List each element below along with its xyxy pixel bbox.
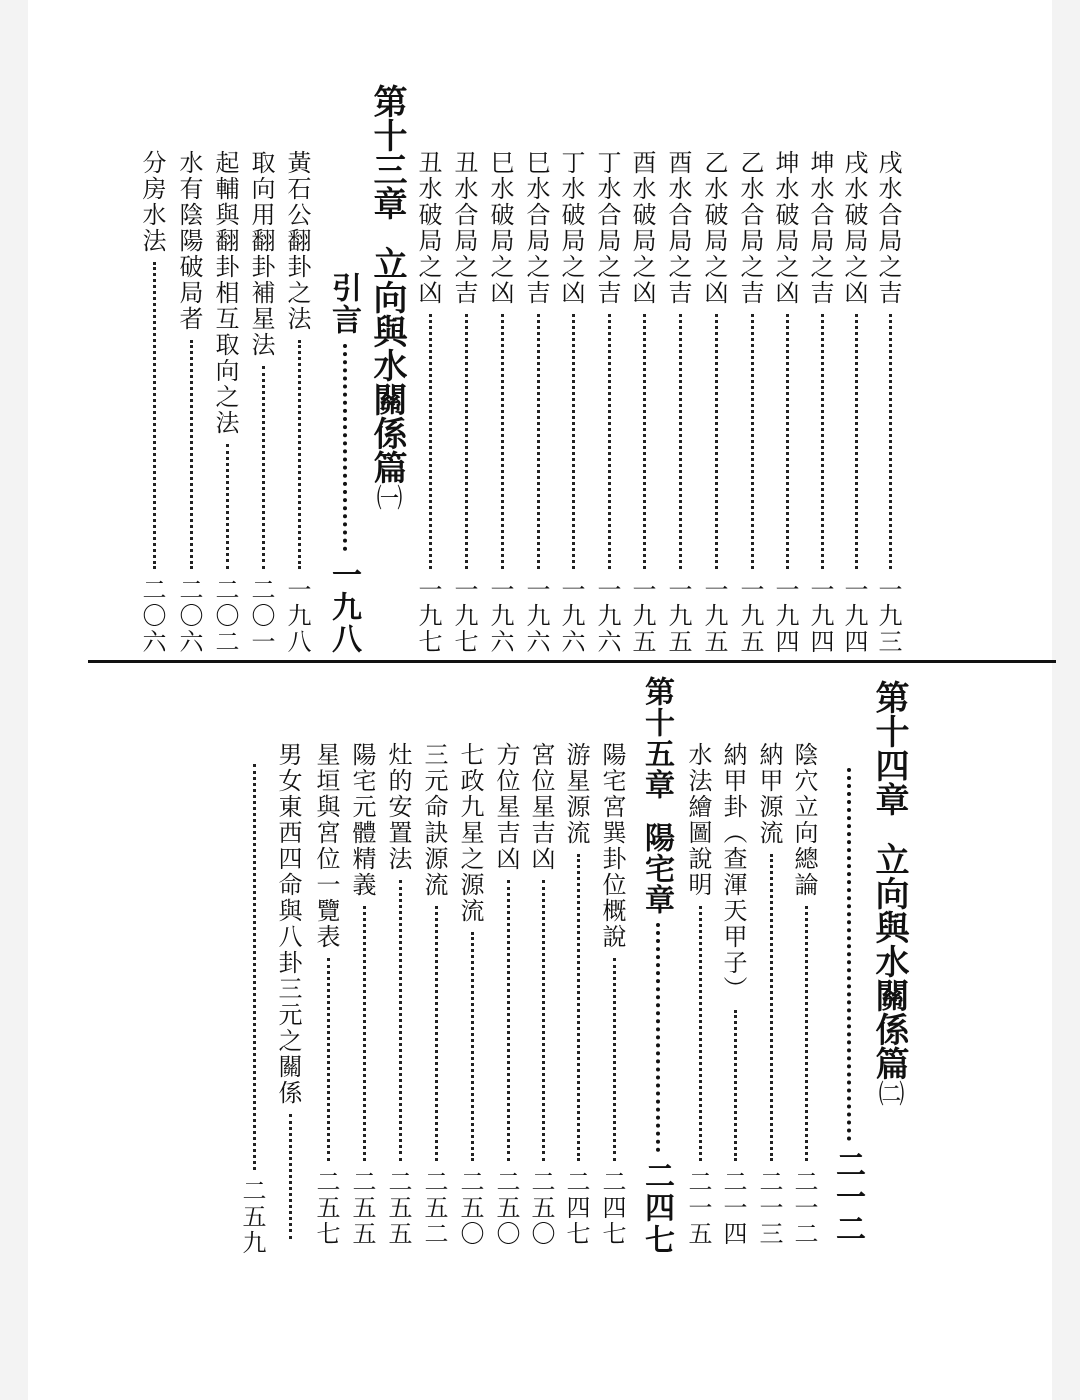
leader-dots <box>766 854 773 1161</box>
toc-entry-intro <box>326 272 361 655</box>
toc-entry <box>738 150 762 655</box>
toc-entry-label: 乙水破局之凶 <box>700 150 728 306</box>
chapter-number: 第十三章 <box>367 84 407 220</box>
leader-dots <box>851 314 858 569</box>
toc-entry-page: 一九八 <box>283 577 311 655</box>
leader-dots <box>359 906 366 1161</box>
toc-entry <box>564 742 588 1247</box>
leader-dots <box>652 923 660 1152</box>
toc-entry-page: 一九六 <box>557 577 585 655</box>
toc-entry-page: 二四七 <box>598 1169 626 1247</box>
chapter-title: 立向與水關係篇 <box>869 842 909 1080</box>
leader-dots <box>186 340 193 569</box>
toc-entry-label: 分房水法 <box>138 150 166 254</box>
leader-dots <box>538 880 545 1161</box>
leader-dots <box>395 880 402 1161</box>
toc-entry-page: 二五五 <box>384 1169 412 1247</box>
toc-entry <box>842 150 866 655</box>
toc-entry-page: 一九八 <box>326 559 361 655</box>
toc-entry <box>630 150 654 655</box>
toc-entry-label: 納甲源流 <box>755 742 783 846</box>
toc-entry <box>666 150 690 655</box>
toc-entry <box>529 742 553 1247</box>
toc-entry-page: 二〇一 <box>247 577 275 655</box>
chapter-14-heading <box>869 680 909 1106</box>
toc-entry-label: 酉水合局之吉 <box>664 150 692 306</box>
toc-entry-page: 二五〇 <box>456 1169 484 1247</box>
leader-dots <box>425 314 432 569</box>
toc-entry-page: 二〇二 <box>211 577 239 655</box>
toc-entry-page: 二一二 <box>830 1149 865 1245</box>
toc-entry <box>686 742 710 1247</box>
leader-dots <box>149 262 156 569</box>
chapter-title: 立向與水關係篇 <box>367 246 407 484</box>
toc-entry-label: 起輔與翻卦相互取向之法 <box>211 150 239 436</box>
toc-entry-label: 宮位星吉凶 <box>527 742 555 872</box>
leader-dots <box>222 444 229 569</box>
toc-entry-page: 一九七 <box>414 577 442 655</box>
toc-entry-page: 一九四 <box>840 577 868 655</box>
toc-entry-page: 一九六 <box>593 577 621 655</box>
toc-entry-page: 一九五 <box>736 577 764 655</box>
toc-entry <box>600 742 624 1247</box>
leader-dots <box>503 880 510 1161</box>
toc-entry-page: 二一二 <box>790 1169 818 1247</box>
toc-entry-page: 二一五 <box>684 1169 712 1247</box>
toc-entry-label: 男女東西四命與八卦三元之關係 <box>274 742 302 1106</box>
chapter-14-page-entry <box>830 760 865 1245</box>
toc-entry-page: 二五〇 <box>527 1169 555 1247</box>
toc-entry-page: 二一三 <box>755 1169 783 1247</box>
leader-dots <box>747 314 754 569</box>
toc-entry-page: 二〇六 <box>138 577 166 655</box>
toc-entry-page: 一九六 <box>486 577 514 655</box>
leader-dots <box>573 854 580 1161</box>
toc-entry-label: 方位星吉凶 <box>492 742 520 872</box>
leader-dots <box>533 314 540 569</box>
leader-dots <box>817 314 824 569</box>
toc-entry-page: 二五〇 <box>492 1169 520 1247</box>
toc-entry-page: 一九三 <box>874 577 902 655</box>
chapter-title: 陽宅章 <box>639 822 674 915</box>
toc-entry-page: 二四七 <box>562 1169 590 1247</box>
leader-dots <box>604 314 611 569</box>
leader-dots <box>730 1010 737 1161</box>
toc-entry-label: 陽宅宮巽卦位概說 <box>598 742 626 950</box>
toc-entry-page: 二五七 <box>312 1169 340 1247</box>
toc-entry-label: 陰穴立向總論 <box>790 742 818 898</box>
toc-entry-wrapped <box>276 742 300 1247</box>
toc-entry-page: 二五五 <box>348 1169 376 1247</box>
toc-entry-label: 丁水破局之凶 <box>557 150 585 306</box>
toc-entry-label: 陽宅元體精義 <box>348 742 376 898</box>
chapter-number: 第十四章 <box>869 680 909 816</box>
toc-entry-page: 一九五 <box>628 577 656 655</box>
toc-entry-page: 二〇六 <box>175 577 203 655</box>
leader-dots <box>843 768 851 1141</box>
toc-entry-label: 三元命訣源流 <box>420 742 448 898</box>
toc-entry-page: 一九五 <box>664 577 692 655</box>
leader-dots <box>568 314 575 569</box>
toc-entry <box>285 150 309 655</box>
toc-entry-label: 七政九星之源流 <box>456 742 484 924</box>
toc-entry <box>416 150 440 655</box>
toc-entry-label: 丑水合局之吉 <box>450 150 478 306</box>
toc-entry <box>140 150 164 655</box>
toc-entry-page: 一九七 <box>450 577 478 655</box>
toc-entry <box>559 150 583 655</box>
toc-entry-label: 坤水合局之吉 <box>806 150 834 306</box>
toc-entry <box>458 742 482 1247</box>
toc-entry-label: 乙水合局之吉 <box>736 150 764 306</box>
toc-entry-label: 巳水破局之凶 <box>486 150 514 306</box>
leader-dots <box>285 1114 292 1239</box>
leader-dots <box>885 314 892 569</box>
toc-entry <box>757 742 781 1247</box>
toc-entry <box>314 742 338 1247</box>
chapter-15-heading <box>639 676 674 1256</box>
leader-dots <box>782 314 789 569</box>
toc-entry-label: 坤水破局之凶 <box>771 150 799 306</box>
chapter-part: ㈡ <box>874 1080 904 1106</box>
leader-dots <box>461 314 468 569</box>
toc-entry <box>595 150 619 655</box>
toc-entry <box>792 742 816 1247</box>
toc-entry <box>177 150 201 655</box>
toc-entry <box>773 150 797 655</box>
toc-entry-label: 水有陰陽破局者 <box>175 150 203 332</box>
toc-entry-wrapped-page <box>240 756 264 1256</box>
toc-entry <box>422 742 446 1247</box>
toc-entry <box>213 150 237 655</box>
chapter-13-heading <box>367 84 407 510</box>
chapter-part: ㈠ <box>372 484 402 510</box>
toc-entry <box>452 150 476 655</box>
toc-entry-label: 引言 <box>326 272 361 336</box>
toc-entry-page: 一九四 <box>806 577 834 655</box>
toc-entry <box>488 150 512 655</box>
toc-entry <box>721 742 745 1247</box>
toc-entry-label: 灶的安置法 <box>384 742 412 872</box>
toc-entry <box>702 150 726 655</box>
toc-entry-label: 酉水破局之凶 <box>628 150 656 306</box>
toc-entry <box>386 742 410 1247</box>
leader-dots <box>675 314 682 569</box>
toc-entry-label: 巳水合局之吉 <box>522 150 550 306</box>
leader-dots <box>323 958 330 1161</box>
toc-entry <box>524 150 548 655</box>
leader-dots <box>695 906 702 1161</box>
chapter-number: 第十五章 <box>639 676 674 800</box>
leader-dots <box>467 932 474 1161</box>
toc-entry-page: 二五九 <box>238 1178 266 1256</box>
toc-entry <box>876 150 900 655</box>
toc-entry-label: 取向用翻卦補星法 <box>247 150 275 358</box>
toc-entry <box>249 150 273 655</box>
leader-dots <box>431 906 438 1161</box>
toc-entry-page: 一九六 <box>522 577 550 655</box>
toc-entry-page: 二四七 <box>639 1160 674 1256</box>
toc-entry-label: 黃石公翻卦之法 <box>283 150 311 332</box>
toc-entry-label: 戌水合局之吉 <box>874 150 902 306</box>
toc-entry-label: 星垣與宮位一覽表 <box>312 742 340 950</box>
section-divider <box>88 660 1056 663</box>
leader-dots <box>801 906 808 1161</box>
toc-entry-page: 二一四 <box>719 1169 747 1247</box>
toc-entry-label: 丑水破局之凶 <box>414 150 442 306</box>
toc-entry-label: 水法繪圖說明 <box>684 742 712 898</box>
leader-dots <box>497 314 504 569</box>
toc-entry-label: 游星源流 <box>562 742 590 846</box>
toc-entry-page: 二五二 <box>420 1169 448 1247</box>
toc-entry <box>808 150 832 655</box>
leader-dots <box>258 366 265 569</box>
leader-dots <box>339 344 347 551</box>
toc-entry-label: 納甲卦（查渾天甲子） <box>719 742 747 1002</box>
leader-dots <box>609 958 616 1161</box>
toc-entry-label: 戌水破局之凶 <box>840 150 868 306</box>
leader-dots <box>294 340 301 569</box>
leader-dots <box>249 764 256 1170</box>
toc-entry-label: 丁水合局之吉 <box>593 150 621 306</box>
toc-entry <box>350 742 374 1247</box>
leader-dots <box>639 314 646 569</box>
toc-entry-page: 一九五 <box>700 577 728 655</box>
toc-entry-page: 一九四 <box>771 577 799 655</box>
toc-entry <box>494 742 518 1247</box>
leader-dots <box>711 314 718 569</box>
